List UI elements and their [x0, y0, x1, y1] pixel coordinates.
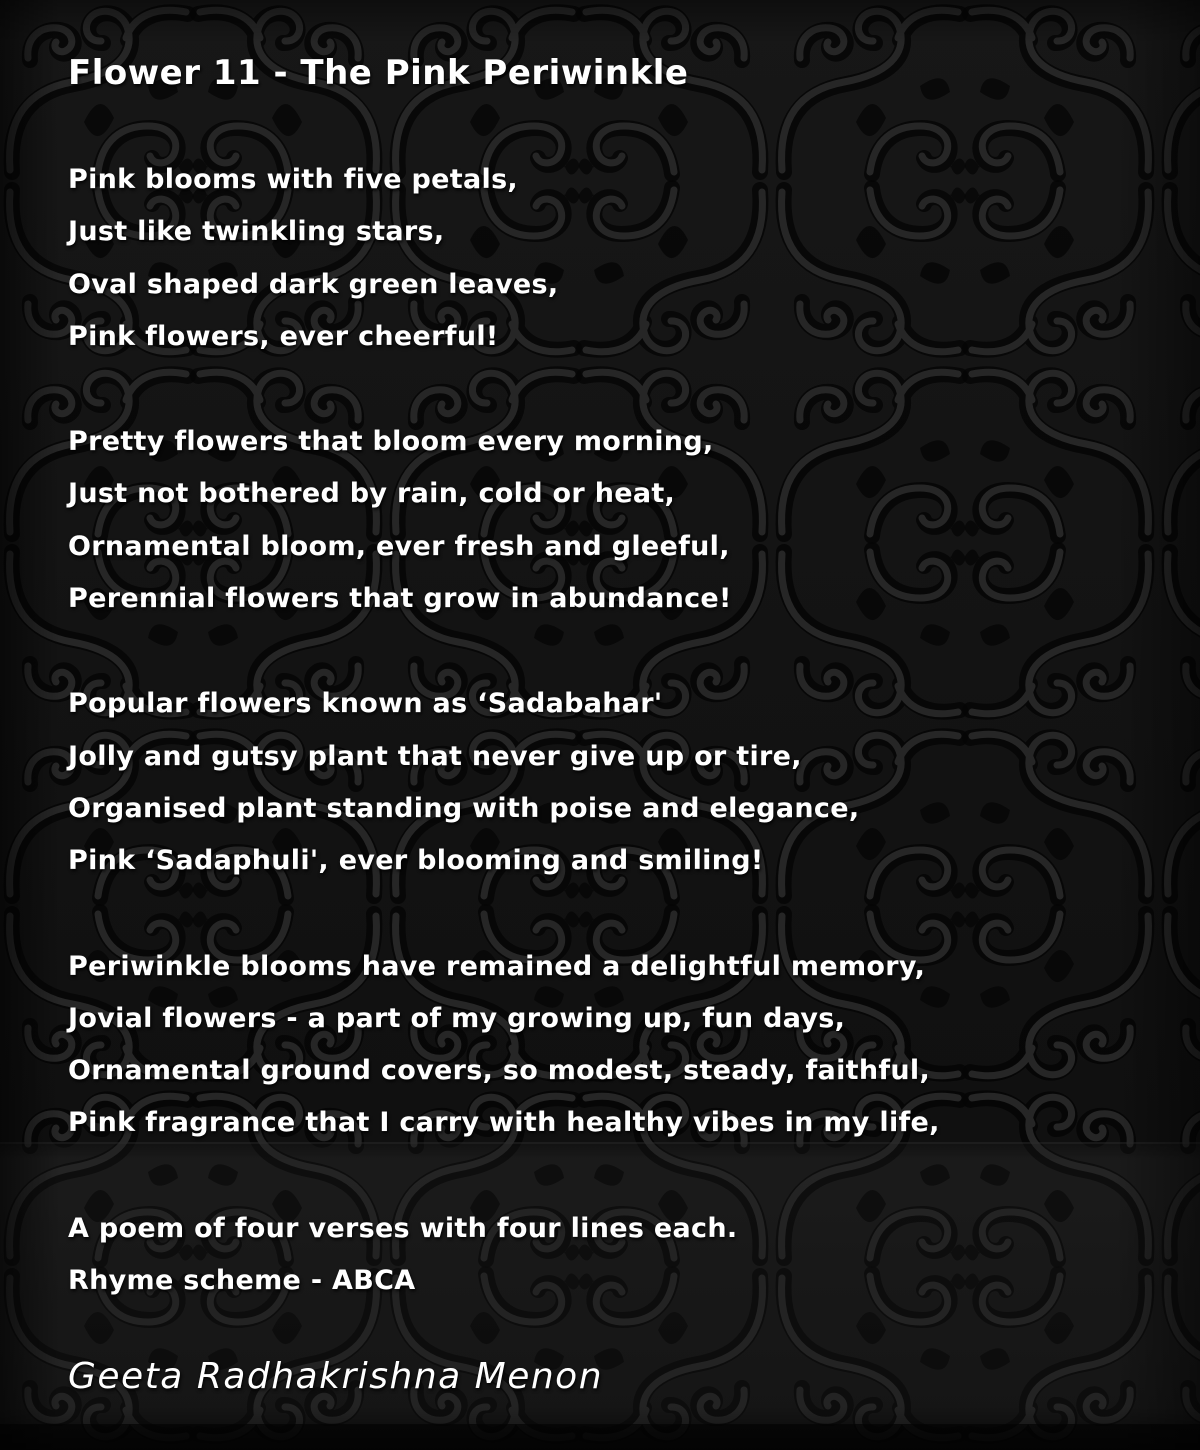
poem-line: Just not bothered by rain, cold or heat, — [68, 478, 676, 510]
poem-line: Perennial flowers that grow in abundance! — [68, 583, 732, 615]
stanza-3 — [68, 678, 1148, 887]
poem-note-line: A poem of four verses with four lines each. — [68, 1212, 738, 1244]
poem-line: Pretty flowers that bloom every morning, — [68, 426, 714, 458]
poem-line: Jolly and gutsy plant that never give up or tire, — [68, 740, 802, 772]
stanza-4 — [68, 941, 1148, 1150]
poem-line: Just like twinkling stars, — [68, 216, 445, 248]
stanza-1 — [68, 154, 1148, 363]
poem-author: Geeta Radhakrishna Menon — [68, 1356, 604, 1398]
poem-content — [68, 0, 1148, 1403]
poem-line: Ornamental ground covers, so modest, steady, faithful, — [68, 1055, 931, 1087]
poem-structure-note — [68, 1203, 1148, 1308]
stanza-2 — [68, 416, 1148, 625]
poem-line: Ornamental bloom, ever fresh and gleeful, — [68, 530, 730, 562]
poem-line: Popular flowers known as ‘Sadabahar' — [68, 688, 663, 720]
poem-line: Pink fragrance that I carry with healthy vibes in my life, — [68, 1107, 940, 1139]
poem-title: Flower 11 - The Pink Periwinkle — [68, 53, 689, 93]
poem-line: Pink flowers, ever cheerful! — [68, 320, 499, 352]
poem-line: Jovial flowers - a part of my growing up, fun days, — [68, 1002, 846, 1034]
poem-line: Periwinkle blooms have remained a delightful memory, — [68, 950, 926, 982]
poem-note-line: Rhyme scheme - ABCA — [68, 1265, 416, 1297]
poem-line: Pink ‘Sadaphuli', ever blooming and smiling! — [68, 845, 764, 877]
poem-line: Organised plant standing with poise and elegance, — [68, 792, 860, 824]
poem-line: Pink blooms with five petals, — [68, 164, 518, 195]
poem-line: Oval shaped dark green leaves, — [68, 268, 559, 300]
